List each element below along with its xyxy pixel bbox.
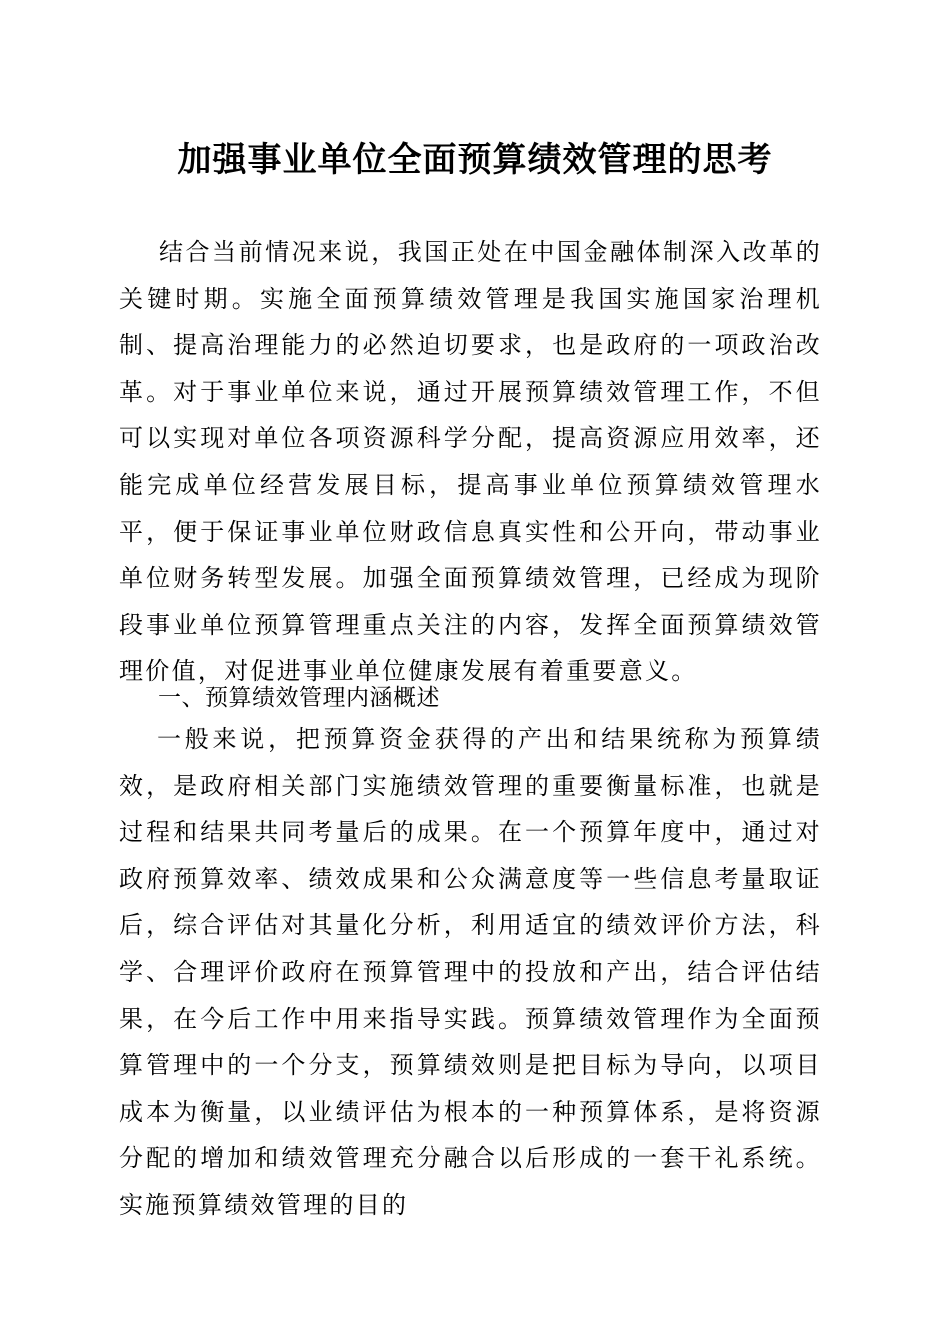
section-paragraph: 一般来说，把预算资金获得的产出和结果统称为预算绩效，是政府相关部门实施绩效管理的重要衡量标准，也就是过程和结果共同考量后的成果。在一个预算年度中，通过对政府预算效率、绩效成果和公众满意度等一些信息考量取证后，综合评估对其量化分析，利用适宜的绩效评价方法，科学、合理评价政府在预算管理中的投放和产出，结合评估结果，在今后工作中用来指导实践。预算绩效管理作为全面预算管理中的一个分支，预算绩效则是把目标为导向，以项目成本为衡量，以业绩评估为根本的一种预算体系，是将资源分配的增加和绩效管理充分融合以后形成的一套干礼系统。实施预算绩效管理的目的 [119, 725, 822, 1219]
intro-paragraph: 结合当前情况来说，我国正处在中国金融体制深入改革的关键时期。实施全面预算绩效管理是我国实施国家治理机制、提高治理能力的必然迫切要求，也是政府的一项政治改革。对于事业单位来说，通过开展预算绩效管理工作，不但可以实现对单位各项资源科学分配，提高资源应用效率，还能完成单位经营发展目标，提高事业单位预算绩效管理水平，便于保证事业单位财政信息真实性和公开向，带动事业单位财务转型发展。加强全面预算绩效管理，已经成为现阶段事业单位预算管理重点关注的内容，发挥全面预算绩效管理价值，对促进事业单位健康发展有着重要意义。 [119, 238, 822, 686]
section-heading: 一、预算绩效管理内涵概述 [158, 685, 440, 711]
document-title: 加强事业单位全面预算绩效管理的思考 [177, 140, 773, 180]
